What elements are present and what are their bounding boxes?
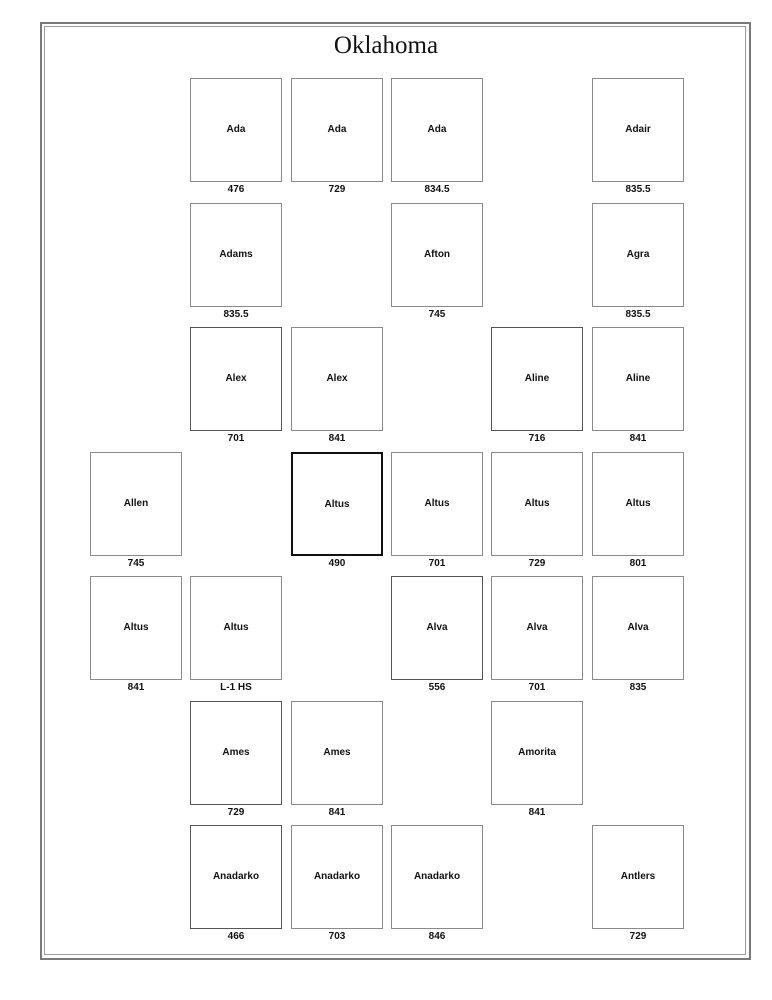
stamp-slot	[592, 203, 684, 307]
stamp-slot-name: Antlers	[620, 871, 656, 882]
stamp-slot	[391, 78, 483, 182]
stamp-catalog-number: 841	[528, 807, 546, 818]
stamp-slot	[592, 825, 684, 929]
stamp-slot-name: Anadarko	[313, 871, 361, 882]
stamp-slot	[391, 825, 483, 929]
stamp-catalog-number: 466	[227, 931, 245, 942]
stamp-slot	[190, 78, 282, 182]
stamp-slot-name: Adams	[219, 249, 253, 260]
stamp-catalog-number: 729	[227, 807, 245, 818]
stamp-catalog-number: 701	[428, 558, 446, 569]
stamp-catalog-number: 841	[629, 433, 647, 444]
stamp-catalog-number: 556	[428, 682, 446, 693]
stamp-slot	[291, 452, 383, 556]
stamp-slot	[291, 825, 383, 929]
stamp-catalog-number: 841	[328, 433, 346, 444]
stamp-slot-name: Alva	[526, 622, 548, 633]
stamp-slot	[491, 327, 583, 431]
stamp-slot	[592, 576, 684, 680]
stamp-catalog-number: 729	[528, 558, 546, 569]
stamp-slot-name: Aline	[625, 373, 651, 384]
stamp-slot-name: Adair	[625, 124, 651, 135]
stamp-slot	[291, 327, 383, 431]
stamp-slot	[592, 78, 684, 182]
stamp-slot	[190, 327, 282, 431]
stamp-slot	[190, 825, 282, 929]
stamp-catalog-number: 701	[227, 433, 245, 444]
stamp-catalog-number: 846	[428, 931, 446, 942]
stamp-catalog-number: L-1 HS	[220, 682, 252, 693]
stamp-catalog-number: 835	[629, 682, 647, 693]
stamp-slot	[391, 452, 483, 556]
stamp-slot	[491, 701, 583, 805]
stamp-slot-name: Ada	[427, 124, 447, 135]
stamp-slot-name: Anadarko	[413, 871, 461, 882]
page-title: Oklahoma	[333, 32, 439, 59]
stamp-catalog-number: 490	[328, 558, 346, 569]
stamp-catalog-number: 834.5	[424, 184, 450, 195]
stamp-catalog-number: 801	[629, 558, 647, 569]
stamp-slot	[391, 203, 483, 307]
stamp-slot	[391, 576, 483, 680]
stamp-catalog-number: 835.5	[625, 309, 651, 320]
stamp-slot-name: Altus	[424, 498, 450, 509]
stamp-slot-name: Alva	[627, 622, 649, 633]
stamp-slot	[190, 701, 282, 805]
stamp-slot	[291, 701, 383, 805]
stamp-slot	[90, 452, 182, 556]
stamp-slot	[291, 78, 383, 182]
stamp-catalog-number: 703	[328, 931, 346, 942]
stamp-slot-name: Altus	[625, 498, 651, 509]
stamp-catalog-number: 835.5	[625, 184, 651, 195]
stamp-slot-name: Alex	[326, 373, 348, 384]
stamp-slot	[90, 576, 182, 680]
stamp-slot	[592, 327, 684, 431]
stamp-slot-name: Altus	[324, 499, 350, 510]
stamp-slot-name: Aline	[524, 373, 550, 384]
stamp-catalog-number: 716	[528, 433, 546, 444]
stamp-slot-name: Alva	[426, 622, 448, 633]
stamp-catalog-number: 745	[428, 309, 446, 320]
stamp-catalog-number: 476	[227, 184, 245, 195]
stamp-slot	[190, 203, 282, 307]
stamp-slot-name: Agra	[626, 249, 650, 260]
stamp-slot-name: Ada	[327, 124, 347, 135]
stamp-slot-name: Altus	[524, 498, 550, 509]
stamp-slot	[592, 452, 684, 556]
stamp-catalog-number: 835.5	[223, 309, 249, 320]
stamp-slot-name: Ada	[226, 124, 246, 135]
stamp-slot-name: Ames	[222, 747, 250, 758]
stamp-catalog-number: 729	[328, 184, 346, 195]
stamp-slot-name: Alex	[225, 373, 247, 384]
stamp-catalog-number: 701	[528, 682, 546, 693]
stamp-slot-name: Allen	[123, 498, 149, 509]
stamp-slot-name: Afton	[423, 249, 451, 260]
stamp-catalog-number: 729	[629, 931, 647, 942]
stamp-slot-name: Anadarko	[212, 871, 260, 882]
stamp-slot	[491, 576, 583, 680]
stamp-slot	[491, 452, 583, 556]
stamp-slot-name: Amorita	[518, 747, 556, 758]
stamp-catalog-number: 745	[127, 558, 145, 569]
stamp-slot-name: Altus	[223, 622, 249, 633]
stamp-catalog-number: 841	[127, 682, 145, 693]
stamp-slot	[190, 576, 282, 680]
stamp-slot-name: Ames	[323, 747, 351, 758]
stamp-slot-name: Altus	[123, 622, 149, 633]
stamp-catalog-number: 841	[328, 807, 346, 818]
